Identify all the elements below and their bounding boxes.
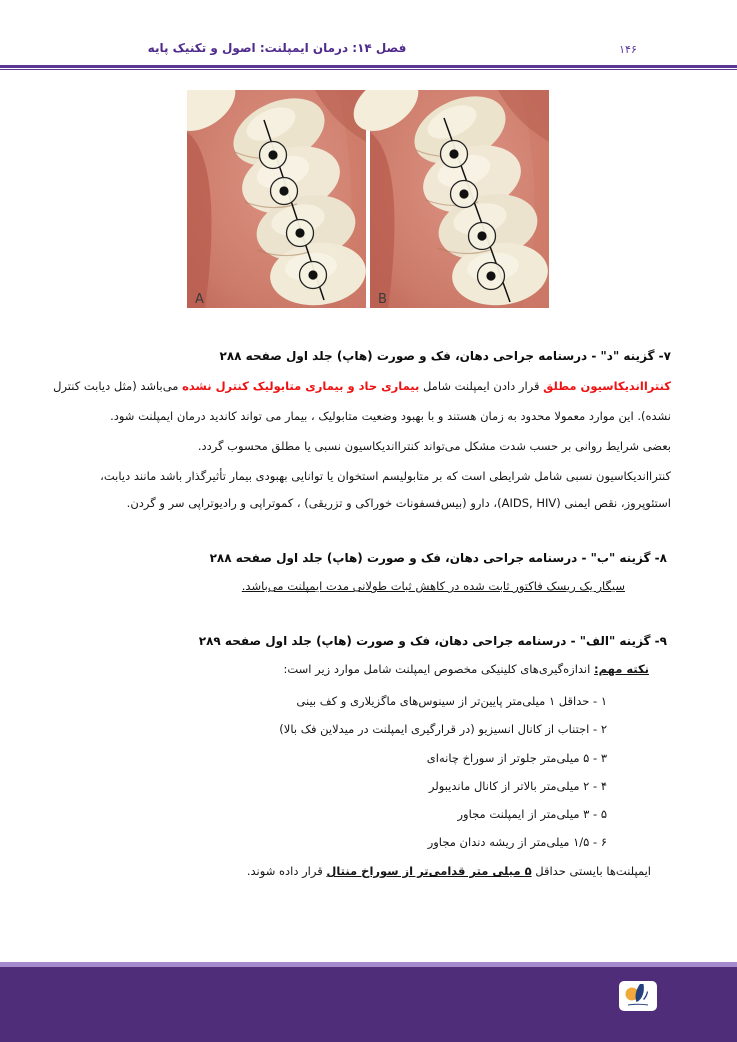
section-7-line-3: بعضی شرایط روانی بر حسب شدت مشکل می‌تواند کنترااندیکاسیون نسبی یا مطلق محسوب گردد. (197, 439, 671, 453)
page-number: ۱۴۶ (619, 43, 637, 56)
section-7-line-5: استئوپروز، نقص ایمنی (AIDS, HIV)، دارو (بیس‌فسفونات خوراکی و تزریقی) ، کموتراپی و رادیوتراپی سر و گردن. (126, 496, 671, 510)
panel-b-label: B (378, 292, 387, 307)
section-7-line-1 (53, 377, 671, 395)
list-item: ۶ - ۱/۵ میلی‌متر از ریشه دندان مجاور (427, 835, 607, 849)
figure-panel-b (343, 90, 549, 308)
list-item: ۱ - حداقل ۱ میلی‌متر پایین‌تر از سینوس‌های ماگزیلاری و کف بینی (296, 694, 607, 708)
teeth-occlusal-photo-icon (187, 90, 549, 308)
body-text: قرار دادن ایمپلنت شامل (419, 379, 544, 393)
body-text: قرار داده شوند. (246, 864, 327, 878)
section-8-heading: ۸- گزینه "ب" - درسنامه جراحی دهان، فک و صورت (هاپ) جلد اول صفحه ۲۸۸ (209, 551, 667, 565)
panel-a-label: A (195, 292, 204, 307)
body-text: ایمپلنت‌ها بایستی حداقل (531, 864, 651, 878)
header-rule-thin (0, 69, 737, 70)
section-7-line-4: کنترااندیکاسیون نسبی شامل شرایطی است که بر متابولیسم استخوان یا توانایی بهبودی بیمار تأثیرگذار باشد مانند دیابت، (100, 469, 671, 483)
header-rule-thick (0, 65, 737, 68)
note-label: نکته مهم: (593, 662, 649, 676)
list-item: ۳ - ۵ میلی‌متر جلوتر از سوراخ چانه‌ای (426, 751, 607, 765)
emphasis-red-text: کنترااندیکاسیون مطلق (543, 379, 671, 393)
section-9-note-line (283, 660, 649, 678)
figure-panel-a (187, 90, 369, 308)
list-item: ۴ - ۲ میلی‌متر بالاتر از کانال ماندیبولر (428, 779, 607, 793)
body-text: می‌باشد (مثل دیابت کنترل (53, 379, 183, 393)
section-9-heading: ۹- گزینه "الف" - درسنامه جراحی دهان، فک و صورت (هاپ) جلد اول صفحه ۲۸۹ (198, 634, 667, 648)
publisher-logo-icon (619, 981, 657, 1015)
section-7-heading: ۷- گزینه "د" - درسنامه جراحی دهان، فک و صورت (هاپ) جلد اول صفحه ۲۸۸ (219, 349, 671, 363)
section-7-line-2: نشده). این موارد معمولا محدود به زمان هستند و با بهبود وضعیت متابولیک ، بیمار می تواند کاندید درمان ایمپلنت شود. (110, 409, 671, 423)
clinical-photo-figure (187, 90, 549, 308)
section-9-closing-line (247, 862, 651, 880)
body-text: اندازه‌گیری‌های کلینیکی مخصوص ایمپلنت شامل موارد زیر است: (283, 662, 594, 676)
emphasis-red-text: بیماری حاد و بیماری متابولیک کنترل نشده (182, 379, 420, 393)
chapter-title: فصل ۱۴: درمان ایمپلنت: اصول و تکنیک پایه (147, 41, 407, 55)
section-8-underlined-statement: سیگار یک ریسک فاکتور ثابت شده در کاهش ثبات طولانی مدت ایمپلنت می‌باشد. (241, 579, 625, 593)
list-item: ۲ - اجتناب از کانال انسیزیو (در قرارگیری ایمپلنت در میدلاین فک بالا) (279, 722, 607, 736)
list-item: ۵ - ۳ میلی‌متر از ایمپلنت مجاور (457, 807, 607, 821)
closing-emphasis: ۵ میلی متر قدامی‌تر از سوراخ منتال (326, 864, 532, 878)
